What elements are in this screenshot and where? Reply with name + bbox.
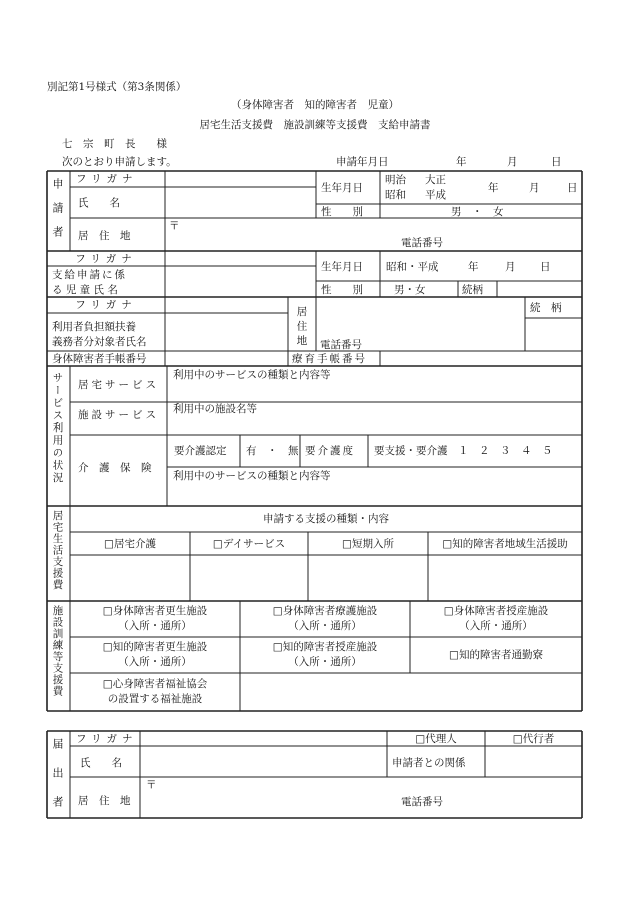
intro-text: 次のとおり申請します。 <box>62 156 177 168</box>
care-service-field[interactable] <box>168 484 581 505</box>
intellectual-rehab-facility-type: （入所・通所） <box>118 656 192 668</box>
child-birthdate-label: 生年月日 <box>321 261 363 273</box>
applicant-categories: （身体障害者 知的障害者 児童） <box>231 99 399 111</box>
submitter-furigana-label: フリガナ <box>76 733 138 745</box>
care-cert-options[interactable]: 有 ・ 無 <box>246 445 299 457</box>
care-level-label: 要介護度 <box>305 445 355 457</box>
submitter-postal-mark: 〒 <box>146 779 157 791</box>
applicant-birth-month: 月 <box>529 182 540 194</box>
physical-rehab-facility-checkbox[interactable]: □身体障害者更生施設 <box>102 605 208 617</box>
physical-handbook-field[interactable] <box>166 352 287 365</box>
applicant-postal-mark: 〒 <box>169 220 180 232</box>
applicant-section-label: 申請者 <box>51 178 64 250</box>
era-heisei: 平成 <box>425 189 446 201</box>
submitter-name-label: 氏 名 <box>80 757 122 769</box>
physical-workshop-facility-checkbox[interactable]: □身体障害者授産施設 <box>443 605 549 617</box>
child-name-label-2: る 児 童 氏 名 <box>52 284 118 296</box>
payer-furigana-field[interactable] <box>166 298 287 312</box>
applicant-furigana-field[interactable] <box>166 172 315 186</box>
submitter-relation-label: 申請者との関係 <box>392 757 466 769</box>
applicant-name-field[interactable] <box>166 188 315 217</box>
applicant-phone-label: 電話番号 <box>401 237 443 249</box>
child-relation-label: 続柄 <box>462 284 483 296</box>
submitter-furigana-field[interactable] <box>141 732 386 745</box>
era-taisho: 大正 <box>425 174 446 186</box>
submitter-phone-label: 電話番号 <box>401 796 443 808</box>
submitter-section-label: 届出者 <box>51 738 64 825</box>
child-sex-label: 性 別 <box>321 284 363 296</box>
child-birth-month: 月 <box>505 261 516 273</box>
welfare-association-facility-checkbox[interactable]: □心身障害者福祉協会 <box>102 678 208 690</box>
community-living-checkbox[interactable]: □知的障害者地域生活援助 <box>442 538 568 550</box>
payer-relation-field[interactable] <box>526 319 581 350</box>
rehab-handbook-label: 療育手帳番号 <box>292 353 367 365</box>
applicant-name-label: 氏 名 <box>78 197 120 209</box>
facility-service-note: 利用中の施設名等 <box>173 403 257 415</box>
physical-handbook-label: 身体障害者手帳番号 <box>52 353 147 365</box>
intellectual-workshop-facility-type: （入所・通所） <box>288 656 362 668</box>
applicant-address-label: 居 住 地 <box>78 230 131 242</box>
usage-section-label: サービス利用の状況 <box>51 372 64 485</box>
physical-nursing-facility-checkbox[interactable]: □身体障害者療護施設 <box>272 605 378 617</box>
era-showa: 昭和 <box>385 189 406 201</box>
care-cert-label: 要介護認定 <box>174 445 227 457</box>
payer-residence-label: 居住地 <box>295 306 308 350</box>
applicant-birth-year: 年 <box>488 182 499 194</box>
physical-nursing-facility-type: （入所・通所） <box>288 620 362 632</box>
home-service-note: 利用中のサービスの種類と内容等 <box>173 369 331 381</box>
application-date-label: 申請年月日 <box>336 156 389 168</box>
facility-support-section-label: 施設訓練等支援費 <box>51 605 64 697</box>
proxy-checkbox[interactable]: □代行者 <box>512 733 555 745</box>
applicant-furigana-label: フリガナ <box>76 173 138 185</box>
care-level-options[interactable]: 要支援・要介護 １ ２ ３ ４ ５ <box>374 445 553 457</box>
submitter-address-label: 居 住 地 <box>78 795 131 807</box>
payer-relation-label: 続 柄 <box>530 302 562 314</box>
child-relation-field[interactable] <box>498 282 581 296</box>
payer-name-label-1: 利用者負担額扶養 <box>52 321 136 333</box>
child-sex-options[interactable]: 男・女 <box>394 284 426 296</box>
addressee: 七 宗 町 長 様 <box>62 138 167 150</box>
care-service-note: 利用中のサービスの種類と内容等 <box>173 470 331 482</box>
child-birth-year: 年 <box>468 261 479 273</box>
home-service-label: 居宅サービス <box>78 379 159 391</box>
submitter-address-field[interactable] <box>141 778 581 817</box>
applicant-sex-options[interactable]: 男 ・ 女 <box>451 206 504 218</box>
payer-name-field[interactable] <box>166 314 287 350</box>
submitter-name-field[interactable] <box>141 747 386 776</box>
page-title: 居宅生活支援費 施設訓練等支援費 支給申請書 <box>199 119 431 131</box>
applicant-address-field[interactable] <box>166 219 581 250</box>
intellectual-workshop-facility-checkbox[interactable]: □知的障害者授産施設 <box>272 641 378 653</box>
payer-phone-label: 電話番号 <box>320 339 362 351</box>
application-date-year: 年 <box>456 156 467 168</box>
home-support-header: 申請する支援の種類・内容 <box>263 513 389 525</box>
agent-checkbox[interactable]: □代理人 <box>415 733 457 745</box>
submitter-relation-field[interactable] <box>486 747 581 776</box>
intellectual-rehab-facility-checkbox[interactable]: □知的障害者更生施設 <box>102 641 208 653</box>
payer-name-label-2: 義務者分対象者氏名 <box>52 336 147 348</box>
physical-rehab-facility-type: （入所・通所） <box>118 620 192 632</box>
applicant-birth-day: 日 <box>567 182 578 194</box>
care-insurance-label: 介 護 保 険 <box>78 462 152 474</box>
short-stay-checkbox[interactable]: □短期入所 <box>342 538 394 550</box>
payer-furigana-label: フリガナ <box>75 299 137 311</box>
child-name-field[interactable] <box>166 267 315 296</box>
home-care-checkbox[interactable]: □居宅介護 <box>104 538 156 550</box>
application-date-month: 月 <box>507 156 518 168</box>
home-support-section-label: 居宅生活支援費 <box>51 510 64 591</box>
form-number: 別記第1号様式（第3条関係） <box>47 81 187 93</box>
child-birth-day: 日 <box>540 261 551 273</box>
day-service-checkbox[interactable]: □デイサービス <box>212 538 286 550</box>
rehab-handbook-field[interactable] <box>381 352 581 365</box>
intellectual-commuter-dorm-checkbox[interactable]: □知的障害者通勤寮 <box>449 649 543 661</box>
facility-service-label: 施設サービス <box>78 409 159 421</box>
physical-workshop-facility-type: （入所・通所） <box>459 620 533 632</box>
welfare-association-facility-note: の設置する福祉施設 <box>107 693 203 705</box>
applicant-birthdate-label: 生年月日 <box>321 182 363 194</box>
child-name-label-1: 支給申請に係 <box>52 269 127 281</box>
facility-service-field[interactable] <box>168 417 581 434</box>
child-furigana-label: フリガナ <box>75 253 137 265</box>
child-era-options: 昭和・平成 <box>386 261 439 273</box>
era-meiji: 明治 <box>385 174 406 186</box>
application-date-day: 日 <box>551 156 562 168</box>
child-furigana-field[interactable] <box>166 252 315 265</box>
home-service-field[interactable] <box>168 383 581 401</box>
applicant-sex-label: 性 別 <box>321 206 363 218</box>
